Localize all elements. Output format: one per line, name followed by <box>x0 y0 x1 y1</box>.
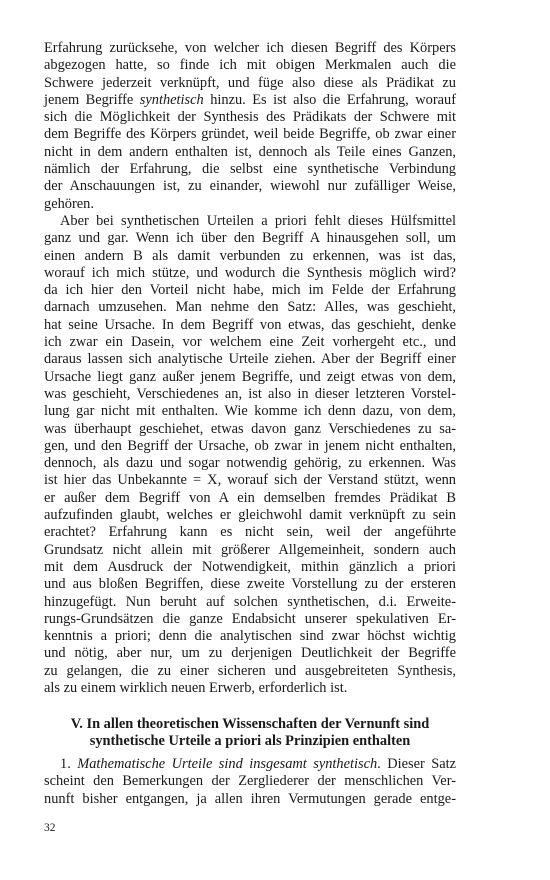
paragraph-2-line: ich zwar ein Dasein, vor welchem eine Zeit vorhergeht etc., und <box>44 334 456 351</box>
paragraph-2-line: daraus lassen sich analytische Urteile ziehen. Aber der Begriff einer <box>44 351 456 368</box>
paragraph-1-line: jenem Begriffe synthetisch hinzu. Es ist also die Erfahrung, worauf <box>44 91 456 108</box>
paragraph-2-line: aufzufinden glaubt, welches er gleichwohl damit verknüpft zu sein <box>44 507 456 524</box>
paragraph-2-line: darnach umzusehen. Man nehme den Satz: Alles, was geschieht, <box>44 299 456 316</box>
paragraph-1-line: der Anschauungen ist, zu einander, wiewohl nur zufälliger Weise, <box>44 178 456 195</box>
paragraph-2-line: dennoch, als dazu und sogar notwendig gehörig, zu erkennen. Was <box>44 455 456 472</box>
paragraph-3-line: scheint den Bemerkungen der Zergliederer der menschlichen Ver- <box>44 773 456 790</box>
item-number: 1. <box>60 756 78 772</box>
paragraph-3-line: nunft bisher entgangen, ja allen ihren Vermutungen gerade entge- <box>44 790 456 807</box>
paragraph-1-line: nicht in dem andern enthalten ist, dennoch als Teile eines Ganzen, <box>44 143 456 160</box>
paragraph-2-line: und aus bloßen Begriffen, diese zweite Vorstellung zu der ersteren <box>44 576 456 593</box>
paragraph-2-line: Grundsatz nicht allein mit größerer Allgemeinheit, sondern auch <box>44 541 456 558</box>
paragraph-2-line: mit dem Ausdruck der Notwendigkeit, mithin gänzlich a priori <box>44 558 456 575</box>
paragraph-1 <box>44 40 456 213</box>
paragraph-1-line: gehören. <box>44 195 94 212</box>
body-text <box>44 40 456 697</box>
paragraph-3 <box>44 756 456 808</box>
paragraph-2-line: als zu einem wirklich neuen Erwerb, erforderlich ist. <box>44 679 348 696</box>
paragraph-2-line: ist hier das Unbekannte = X, worauf sich der Verstand stützt, wenn <box>44 472 456 489</box>
paragraph-2-line: da ich hier den Vorteil nicht habe, mich im Felde der Erfahrung <box>44 282 456 299</box>
section-heading-line-1: V. In allen theoretischen Wissenschaften der Vernunft sind <box>70 716 430 732</box>
paragraph-1-line: Erfahrung zurücksehe, von welcher ich diesen Begriff des Körpers <box>44 40 456 56</box>
paragraph-2-line: kenntnis a priori; denn die analytischen sind zwar höchst wichtig <box>44 628 456 645</box>
paragraph-2-line: er außer dem Begriff von A ein demselben fremdes Prädikat B <box>44 489 456 506</box>
paragraph-1-line: abgezogen hatte, so finde ich mit obigen Merkmalen auch die <box>44 57 456 74</box>
paragraph-2-line: was geschieht, Verschiedenes an, ist also in dieser letzteren Vorstel- <box>44 385 456 402</box>
section-heading <box>44 716 456 751</box>
paragraph-3-line-1 <box>44 756 456 773</box>
paragraph-2-line: worauf ich mich stütze, und wodurch die Synthesis möglich wird? <box>44 264 456 281</box>
paragraph-2-line: lung gar nicht mit enthalten. Wie komme ich denn dazu, von dem, <box>44 403 456 420</box>
paragraph-2-line: rungs-Grundsätzen die ganze Endabsicht unserer spekulativen Er- <box>44 610 456 627</box>
paragraph-1-line: nämlich der Erfahrung, die selbst eine synthetische Verbindung <box>44 161 456 178</box>
italic-lead: Mathematische Urteile sind insgesamt synthetisch <box>77 756 378 772</box>
section-heading-line-2: synthetische Urteile a priori als Prinzipien enthalten <box>89 733 411 750</box>
paragraph-1-line: Schwere jederzeit verknüpft, und füge also diese als Prädikat zu <box>44 74 456 91</box>
page-number: 32 <box>44 822 56 834</box>
paragraph-2-line: gen, und den Begriff der Ursache, ob zwar in jenem nicht enthalten, <box>44 437 456 454</box>
paragraph-1-line: dem Begriffe des Körpers gründet, weil beide Begriffe, ob zwar einer <box>44 126 456 143</box>
paragraph-2-line: hat seine Ursache. In dem Begriff von etwas, das geschieht, denke <box>44 316 456 333</box>
paragraph-2-line: Ursache liegt ganz außer jenem Begriffe, und zeigt etwas von dem, <box>44 368 456 385</box>
lead-continuation: . Dieser Satz <box>377 756 456 772</box>
paragraph-2-line: hinzugefügt. Nun beruht auf solchen synthetischen, d.i. Erweite- <box>44 593 456 610</box>
paragraph-2-line: erachtet? Erfahrung kann es nicht sein, weil der angeführte <box>44 524 456 541</box>
paragraph-2-line: und nötig, aber nur, um zu derjenigen Deutlichkeit der Begriffe <box>44 645 456 662</box>
paragraph-2-line: einen andern B als damit verbunden zu erkennen, was ist das, <box>44 247 456 264</box>
paragraph-2 <box>44 213 456 697</box>
paragraph-3-lines <box>44 773 456 808</box>
paragraph-2-line: zu gelangen, die zu einer sicheren und ausgebreiteten Synthesis, <box>44 662 456 679</box>
paragraph-1-line: sich die Möglichkeit der Synthesis des Prädikats der Schwere mit <box>44 109 456 126</box>
paragraph-2-line: Aber bei synthetischen Urteilen a priori fehlt dieses Hülfsmittel <box>60 212 456 229</box>
paragraph-2-line: ganz und gar. Wenn ich über den Begriff A hinausgehen soll, um <box>44 230 456 247</box>
paragraph-2-line: was überhaupt geschiehet, etwas davon ganz Verschiedenes zu sa- <box>44 420 456 437</box>
